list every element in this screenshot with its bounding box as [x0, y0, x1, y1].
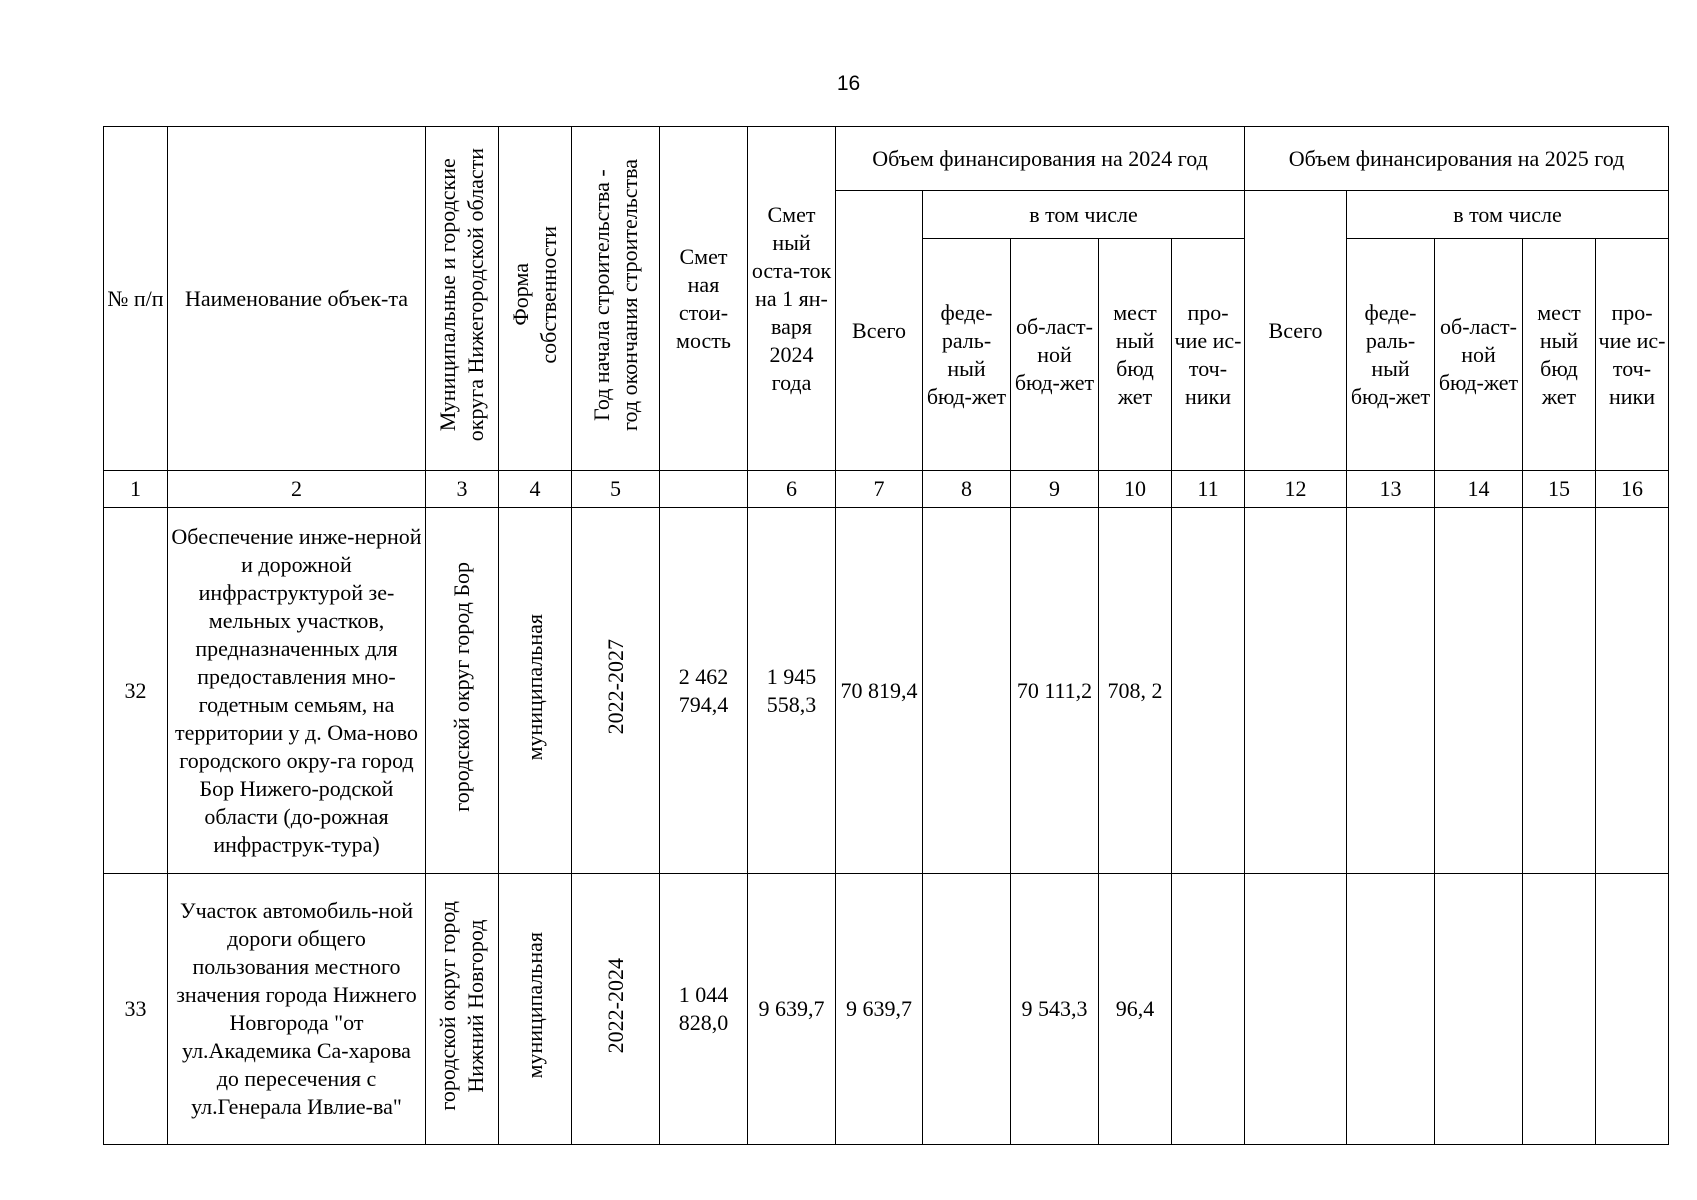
header-regional-2024: об-ласт-ной бюд-жет	[1011, 239, 1099, 471]
header-col-cost: Смет ная стои-мость	[660, 127, 748, 471]
header-funding-2025: Объем финансирования на 2025 год	[1245, 127, 1669, 191]
local-2024: 708, 2	[1099, 508, 1172, 874]
estimated-cost: 1 044 828,0	[660, 874, 748, 1145]
col-number: 7	[836, 471, 923, 508]
ownership-text: муниципальная	[522, 932, 547, 1079]
ownership	[499, 508, 572, 874]
header-local-2025: мест ный бюд жет	[1523, 239, 1596, 471]
col-number: 5	[572, 471, 660, 508]
col-number: 12	[1245, 471, 1347, 508]
header-col-name: Наименование объек-та	[168, 127, 426, 471]
col-number: 16	[1596, 471, 1669, 508]
other-2024	[1172, 874, 1245, 1145]
years-text: 2022-2024	[602, 957, 628, 1054]
table-row	[104, 508, 1669, 874]
municipality	[426, 874, 499, 1145]
header-local-2024: мест ный бюд жет	[1099, 239, 1172, 471]
local-2024: 96,4	[1099, 874, 1172, 1145]
header-col-years-text: Год начала строительства - год окончания строительства	[588, 159, 642, 431]
col-number: 2	[168, 471, 426, 508]
header-other-2025: про-чие ис-точ-ники	[1596, 239, 1669, 471]
col-number: 11	[1172, 471, 1245, 508]
other-2024	[1172, 508, 1245, 874]
object-name: Участок автомобиль-ной дороги общего пользования местного значения города Нижнего Новгорода "от ул.Академика Са-харова до пересечения с ул.Генерала Ивлие-ва"	[168, 874, 426, 1145]
regional-2024: 9 543,3	[1011, 874, 1099, 1145]
col-number: 9	[1011, 471, 1099, 508]
header-including-2024: в том числе	[923, 191, 1245, 239]
municipality	[426, 508, 499, 874]
regional-2025	[1435, 874, 1523, 1145]
total-2025	[1245, 874, 1347, 1145]
col-number: 6	[748, 471, 836, 508]
col-number: 1	[104, 471, 168, 508]
col-number: 10	[1099, 471, 1172, 508]
header-federal-2025: феде-раль-ный бюд-жет	[1347, 239, 1435, 471]
col-number: 13	[1347, 471, 1435, 508]
header-total-2025: Всего	[1245, 191, 1347, 471]
column-number-row	[104, 471, 1669, 508]
header-col-years	[572, 127, 660, 471]
estimated-cost: 2 462 794,4	[660, 508, 748, 874]
years	[572, 508, 660, 874]
col-number: 3	[426, 471, 499, 508]
years-text: 2022-2027	[602, 639, 628, 735]
header-other-2024: про-чие ис-точ-ники	[1172, 239, 1245, 471]
header-total-2024: Всего	[836, 191, 923, 471]
header-federal-2024: феде-раль-ный бюд-жет	[923, 239, 1011, 471]
header-including-2025: в том числе	[1347, 191, 1669, 239]
ownership-text: муниципальная	[522, 613, 547, 761]
federal-2025	[1347, 874, 1435, 1145]
table-row	[104, 874, 1669, 1145]
municipality-text: городской округ город Бор	[449, 562, 474, 812]
header-col-num: № п/п	[104, 127, 168, 471]
header-row-1	[104, 127, 1669, 191]
header-col-remainder: Смет ный оста-ток на 1 ян-варя 2024 года	[748, 127, 836, 471]
header-col-municipality-text: Муниципальные и городские округа Нижегородской области	[435, 148, 488, 442]
header-funding-2024: Объем финансирования на 2024 год	[836, 127, 1245, 191]
row-num: 33	[104, 874, 168, 1145]
header-col-ownership	[499, 127, 572, 471]
estimated-remainder: 9 639,7	[748, 874, 836, 1145]
federal-2025	[1347, 508, 1435, 874]
total-2024: 70 819,4	[836, 508, 923, 874]
federal-2024	[923, 874, 1011, 1145]
local-2025	[1523, 874, 1596, 1145]
object-name: Обеспечение инже-нерной и дорожной инфраструктурой зе-мельных участков, предназначенных для предоставления мно-годетным семьям, на территории у д. Ома-ново городского окру-га город Бор Нижего-родской области (до-рожная инфраструк-тура)	[168, 508, 426, 874]
other-2025	[1596, 508, 1669, 874]
years	[572, 874, 660, 1145]
ownership	[499, 874, 572, 1145]
page-number: 16	[836, 72, 861, 95]
local-2025	[1523, 508, 1596, 874]
estimated-remainder: 1 945 558,3	[748, 508, 836, 874]
col-number: 4	[499, 471, 572, 508]
total-2024: 9 639,7	[836, 874, 923, 1145]
col-number: 8	[923, 471, 1011, 508]
total-2025	[1245, 508, 1347, 874]
municipality-text: городской округ город	[435, 900, 460, 1111]
federal-2024	[923, 508, 1011, 874]
regional-2025	[1435, 508, 1523, 874]
header-col-municipality	[426, 127, 499, 471]
header-regional-2025: об-ласт-ной бюд-жет	[1435, 239, 1523, 471]
regional-2024: 70 111,2	[1011, 508, 1099, 874]
financing-table	[103, 126, 1669, 1145]
col-number: 14	[1435, 471, 1523, 508]
header-col-ownership-text: Форма собственности	[508, 226, 561, 364]
col-number: 15	[1523, 471, 1596, 508]
row-num: 32	[104, 508, 168, 874]
other-2025	[1596, 874, 1669, 1145]
municipality-text: Нижний Новгород	[463, 919, 488, 1092]
col-number	[660, 471, 748, 508]
